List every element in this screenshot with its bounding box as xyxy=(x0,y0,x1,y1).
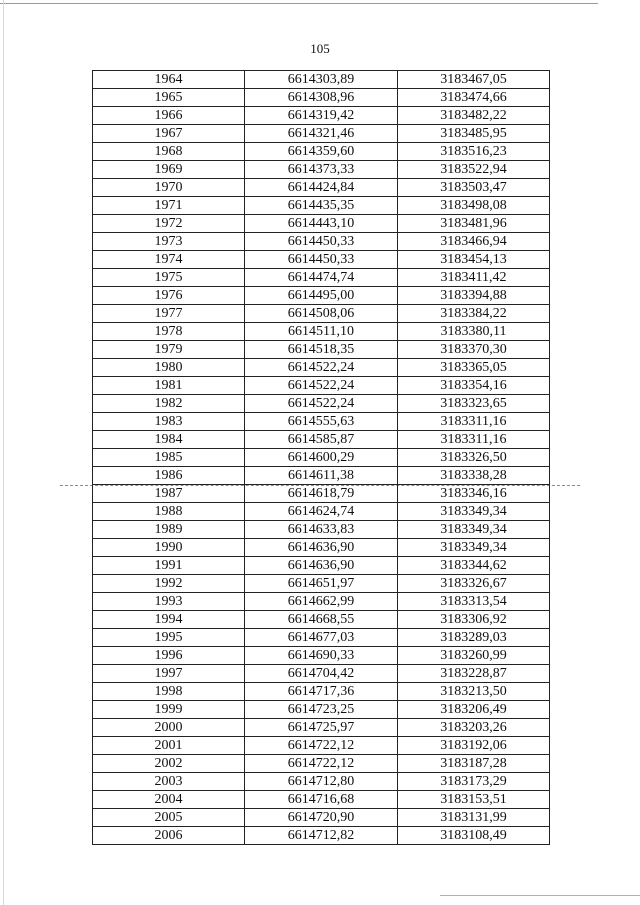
cell-coordinate-y: 3183173,29 xyxy=(398,773,550,791)
cell-coordinate-y: 3183503,47 xyxy=(398,179,550,197)
cell-coordinate-x: 6614518,35 xyxy=(245,341,398,359)
cell-coordinate-x: 6614712,82 xyxy=(245,827,398,845)
cell-point-number: 1998 xyxy=(93,683,245,701)
cell-coordinate-x: 6614723,25 xyxy=(245,701,398,719)
cell-point-number: 1970 xyxy=(93,179,245,197)
cell-point-number: 1978 xyxy=(93,323,245,341)
table-row xyxy=(93,773,550,791)
cell-coordinate-y: 3183131,99 xyxy=(398,809,550,827)
coordinates-table xyxy=(92,70,550,845)
cell-coordinate-x: 6614668,55 xyxy=(245,611,398,629)
cell-point-number: 1999 xyxy=(93,701,245,719)
cell-point-number: 1981 xyxy=(93,377,245,395)
table-row xyxy=(93,413,550,431)
cell-coordinate-x: 6614725,97 xyxy=(245,719,398,737)
table-row xyxy=(93,215,550,233)
cell-point-number: 1991 xyxy=(93,557,245,575)
cell-coordinate-x: 6614319,42 xyxy=(245,107,398,125)
cell-coordinate-x: 6614624,74 xyxy=(245,503,398,521)
scan-edge-bottom xyxy=(440,895,640,896)
table-row xyxy=(93,125,550,143)
cell-coordinate-x: 6614308,96 xyxy=(245,89,398,107)
cell-coordinate-y: 3183467,05 xyxy=(398,71,550,89)
cell-coordinate-y: 3183187,28 xyxy=(398,755,550,773)
cell-point-number: 1969 xyxy=(93,161,245,179)
cell-point-number: 1989 xyxy=(93,521,245,539)
cell-coordinate-x: 6614359,60 xyxy=(245,143,398,161)
cell-coordinate-x: 6614722,12 xyxy=(245,755,398,773)
table-row xyxy=(93,557,550,575)
cell-coordinate-x: 6614522,24 xyxy=(245,359,398,377)
table-row xyxy=(93,179,550,197)
cell-coordinate-y: 3183326,50 xyxy=(398,449,550,467)
table-row xyxy=(93,341,550,359)
cell-coordinate-y: 3183313,54 xyxy=(398,593,550,611)
cell-coordinate-x: 6614474,74 xyxy=(245,269,398,287)
table-row xyxy=(93,809,550,827)
table-row xyxy=(93,89,550,107)
cell-point-number: 1972 xyxy=(93,215,245,233)
cell-coordinate-y: 3183108,49 xyxy=(398,827,550,845)
cell-coordinate-x: 6614651,97 xyxy=(245,575,398,593)
cell-coordinate-y: 3183326,67 xyxy=(398,575,550,593)
cell-coordinate-y: 3183522,94 xyxy=(398,161,550,179)
cell-coordinate-x: 6614633,83 xyxy=(245,521,398,539)
cell-coordinate-x: 6614717,36 xyxy=(245,683,398,701)
table-row xyxy=(93,683,550,701)
cell-coordinate-y: 3183311,16 xyxy=(398,431,550,449)
cell-coordinate-y: 3183394,88 xyxy=(398,287,550,305)
cell-coordinate-y: 3183289,03 xyxy=(398,629,550,647)
cell-point-number: 1996 xyxy=(93,647,245,665)
cell-coordinate-x: 6614522,24 xyxy=(245,395,398,413)
cell-coordinate-y: 3183213,50 xyxy=(398,683,550,701)
table-row xyxy=(93,305,550,323)
cell-point-number: 2005 xyxy=(93,809,245,827)
table-row xyxy=(93,485,550,503)
cell-coordinate-x: 6614722,12 xyxy=(245,737,398,755)
cell-point-number: 1994 xyxy=(93,611,245,629)
table-row xyxy=(93,161,550,179)
cell-coordinate-y: 3183466,94 xyxy=(398,233,550,251)
cell-coordinate-x: 6614511,10 xyxy=(245,323,398,341)
cell-coordinate-x: 6614585,87 xyxy=(245,431,398,449)
cell-coordinate-y: 3183370,30 xyxy=(398,341,550,359)
table-row xyxy=(93,467,550,485)
cell-point-number: 1966 xyxy=(93,107,245,125)
cell-coordinate-y: 3183411,42 xyxy=(398,269,550,287)
table-row xyxy=(93,431,550,449)
cell-point-number: 1984 xyxy=(93,431,245,449)
cell-coordinate-x: 6614373,33 xyxy=(245,161,398,179)
table-row xyxy=(93,197,550,215)
scan-edge-top xyxy=(0,3,598,4)
scan-edge-left xyxy=(3,0,4,905)
coordinates-table-body xyxy=(93,71,550,845)
table-row xyxy=(93,287,550,305)
cell-coordinate-y: 3183338,28 xyxy=(398,467,550,485)
cell-coordinate-y: 3183203,26 xyxy=(398,719,550,737)
cell-coordinate-x: 6614720,90 xyxy=(245,809,398,827)
cell-point-number: 1967 xyxy=(93,125,245,143)
cell-point-number: 2004 xyxy=(93,791,245,809)
cell-coordinate-y: 3183349,34 xyxy=(398,521,550,539)
cell-point-number: 1988 xyxy=(93,503,245,521)
table-row xyxy=(93,395,550,413)
table-row xyxy=(93,323,550,341)
table-row xyxy=(93,233,550,251)
cell-coordinate-y: 3183228,87 xyxy=(398,665,550,683)
page-number: 105 xyxy=(310,41,330,56)
cell-coordinate-y: 3183516,23 xyxy=(398,143,550,161)
cell-coordinate-x: 6614555,63 xyxy=(245,413,398,431)
table-row xyxy=(93,377,550,395)
cell-point-number: 1973 xyxy=(93,233,245,251)
cell-coordinate-x: 6614321,46 xyxy=(245,125,398,143)
cell-point-number: 1982 xyxy=(93,395,245,413)
table-row xyxy=(93,647,550,665)
table-row xyxy=(93,251,550,269)
table-row xyxy=(93,827,550,845)
table-row xyxy=(93,791,550,809)
cell-point-number: 1968 xyxy=(93,143,245,161)
cell-point-number: 2006 xyxy=(93,827,245,845)
cell-point-number: 1976 xyxy=(93,287,245,305)
table-row xyxy=(93,107,550,125)
cell-coordinate-x: 6614611,38 xyxy=(245,467,398,485)
cell-coordinate-x: 6614522,24 xyxy=(245,377,398,395)
cell-point-number: 1964 xyxy=(93,71,245,89)
cell-point-number: 1992 xyxy=(93,575,245,593)
table-row xyxy=(93,755,550,773)
cell-coordinate-y: 3183153,51 xyxy=(398,791,550,809)
cell-coordinate-y: 3183311,16 xyxy=(398,413,550,431)
cell-point-number: 1979 xyxy=(93,341,245,359)
cell-point-number: 1971 xyxy=(93,197,245,215)
table-row xyxy=(93,521,550,539)
cell-coordinate-x: 6614618,79 xyxy=(245,485,398,503)
table-row xyxy=(93,701,550,719)
cell-coordinate-x: 6614303,89 xyxy=(245,71,398,89)
table-row xyxy=(93,719,550,737)
cell-point-number: 1977 xyxy=(93,305,245,323)
cell-point-number: 1990 xyxy=(93,539,245,557)
cell-coordinate-y: 3183344,62 xyxy=(398,557,550,575)
cell-coordinate-y: 3183323,65 xyxy=(398,395,550,413)
cell-point-number: 1985 xyxy=(93,449,245,467)
cell-point-number: 1995 xyxy=(93,629,245,647)
cell-point-number: 1997 xyxy=(93,665,245,683)
table-row xyxy=(93,503,550,521)
table-row xyxy=(93,665,550,683)
cell-coordinate-y: 3183260,99 xyxy=(398,647,550,665)
cell-coordinate-x: 6614450,33 xyxy=(245,233,398,251)
table-row xyxy=(93,611,550,629)
cell-coordinate-y: 3183349,34 xyxy=(398,503,550,521)
cell-point-number: 1975 xyxy=(93,269,245,287)
cell-point-number: 1993 xyxy=(93,593,245,611)
table-row xyxy=(93,629,550,647)
cell-coordinate-y: 3183365,05 xyxy=(398,359,550,377)
cell-coordinate-x: 6614712,80 xyxy=(245,773,398,791)
cell-coordinate-y: 3183380,11 xyxy=(398,323,550,341)
cell-coordinate-x: 6614690,33 xyxy=(245,647,398,665)
table-row xyxy=(93,269,550,287)
cell-coordinate-y: 3183454,13 xyxy=(398,251,550,269)
cell-coordinate-x: 6614662,99 xyxy=(245,593,398,611)
cell-point-number: 2001 xyxy=(93,737,245,755)
cell-point-number: 1983 xyxy=(93,413,245,431)
cell-coordinate-y: 3183346,16 xyxy=(398,485,550,503)
table-row xyxy=(93,593,550,611)
cell-point-number: 2000 xyxy=(93,719,245,737)
cell-coordinate-y: 3183384,22 xyxy=(398,305,550,323)
cell-coordinate-x: 6614435,35 xyxy=(245,197,398,215)
cell-coordinate-y: 3183474,66 xyxy=(398,89,550,107)
cell-coordinate-y: 3183481,96 xyxy=(398,215,550,233)
cell-coordinate-x: 6614443,10 xyxy=(245,215,398,233)
cell-coordinate-x: 6614424,84 xyxy=(245,179,398,197)
cell-coordinate-y: 3183349,34 xyxy=(398,539,550,557)
cell-coordinate-x: 6614636,90 xyxy=(245,557,398,575)
cell-coordinate-y: 3183482,22 xyxy=(398,107,550,125)
table-row xyxy=(93,359,550,377)
table-row xyxy=(93,71,550,89)
cell-coordinate-x: 6614450,33 xyxy=(245,251,398,269)
cell-coordinate-x: 6614636,90 xyxy=(245,539,398,557)
cell-coordinate-y: 3183354,16 xyxy=(398,377,550,395)
cell-coordinate-x: 6614508,06 xyxy=(245,305,398,323)
cell-coordinate-x: 6614716,68 xyxy=(245,791,398,809)
table-row xyxy=(93,737,550,755)
table-row xyxy=(93,539,550,557)
cell-point-number: 1974 xyxy=(93,251,245,269)
cell-coordinate-x: 6614677,03 xyxy=(245,629,398,647)
table-row xyxy=(93,449,550,467)
cell-coordinate-y: 3183485,95 xyxy=(398,125,550,143)
cell-point-number: 2003 xyxy=(93,773,245,791)
cell-coordinate-x: 6614495,00 xyxy=(245,287,398,305)
cell-point-number: 1987 xyxy=(93,485,245,503)
cell-coordinate-y: 3183192,06 xyxy=(398,737,550,755)
cell-point-number: 1965 xyxy=(93,89,245,107)
cell-coordinate-x: 6614600,29 xyxy=(245,449,398,467)
table-row xyxy=(93,575,550,593)
cell-point-number: 1986 xyxy=(93,467,245,485)
cell-coordinate-y: 3183498,08 xyxy=(398,197,550,215)
cell-coordinate-x: 6614704,42 xyxy=(245,665,398,683)
cell-point-number: 2002 xyxy=(93,755,245,773)
table-row xyxy=(93,143,550,161)
cell-coordinate-y: 3183306,92 xyxy=(398,611,550,629)
cell-coordinate-y: 3183206,49 xyxy=(398,701,550,719)
cell-point-number: 1980 xyxy=(93,359,245,377)
